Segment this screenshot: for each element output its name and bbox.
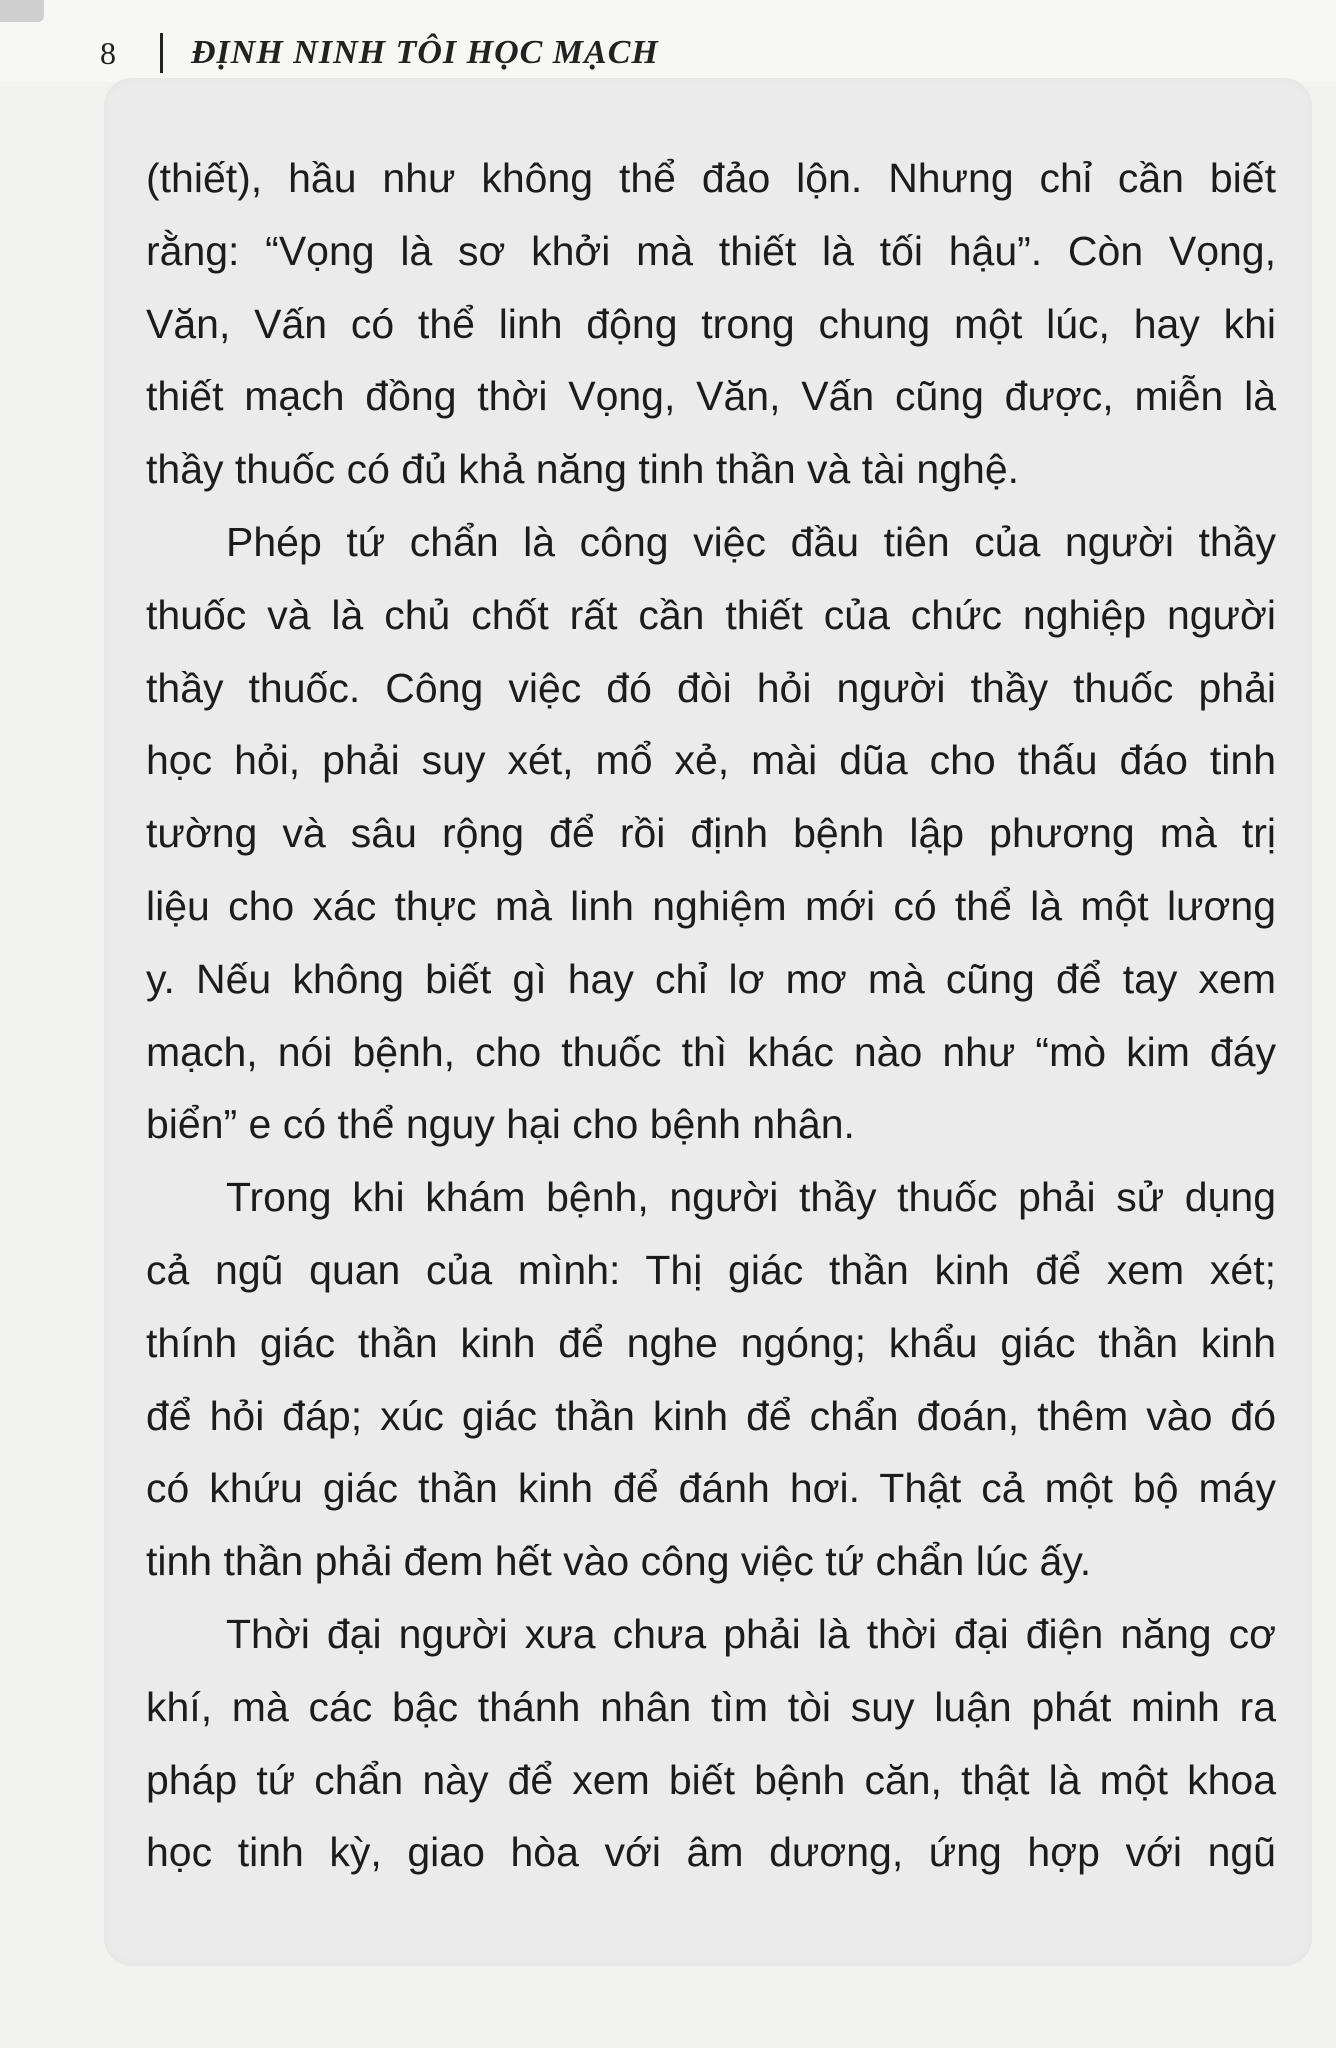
text-line: học tinh kỳ, giao hòa với âm dương, ứng hợp với ngũ <box>146 1829 1276 1876</box>
text-line: học hỏi, phải suy xét, mổ xẻ, mài dũa cho thấu đáo tinh <box>146 737 1276 784</box>
text-line: rằng: “Vọng là sơ khởi mà thiết là tối hậu”. Còn Vọng, <box>146 227 1276 274</box>
body-text <box>146 142 1276 1889</box>
text-line: thính giác thần kinh để nghe ngóng; khẩu giác thần kinh <box>146 1319 1276 1366</box>
header-divider <box>160 33 163 73</box>
text-line: tinh thần phải đem hết vào công việc tứ chẩn lúc ấy. <box>146 1538 1092 1585</box>
text-line: Văn, Vấn có thể linh động trong chung một lúc, hay khi <box>146 300 1276 347</box>
running-head <box>100 28 659 78</box>
text-line: y. Nếu không biết gì hay chỉ lơ mơ mà cũng để tay xem <box>146 955 1276 1002</box>
text-line: tường và sâu rộng để rồi định bệnh lập phương mà trị <box>146 810 1276 857</box>
text-line: thầy thuốc. Công việc đó đòi hỏi người thầy thuốc phải <box>146 664 1276 711</box>
text-line: cả ngũ quan của mình: Thị giác thần kinh để xem xét; <box>146 1246 1276 1293</box>
text-line: thiết mạch đồng thời Vọng, Văn, Vấn cũng được, miễn là <box>146 373 1276 420</box>
text-line: có khứu giác thần kinh để đánh hơi. Thật cả một bộ máy <box>146 1465 1276 1512</box>
text-line: biển” e có thể nguy hại cho bệnh nhân. <box>146 1101 855 1148</box>
text-line: mạch, nói bệnh, cho thuốc thì khác nào như “mò kim đáy <box>146 1028 1276 1075</box>
text-line: thuốc và là chủ chốt rất cần thiết của chức nghiệp người <box>146 591 1276 638</box>
text-line: Phép tứ chẩn là công việc đầu tiên của người thầy <box>226 518 1276 565</box>
text-line: pháp tứ chẩn này để xem biết bệnh căn, thật là một khoa <box>146 1756 1276 1803</box>
text-line: liệu cho xác thực mà linh nghiệm mới có thể là một lương <box>146 882 1276 929</box>
corner-tab <box>0 0 44 22</box>
text-line: để hỏi đáp; xúc giác thần kinh để chẩn đoán, thêm vào đó <box>146 1392 1276 1439</box>
book-title: ĐỊNH NINH TÔI HỌC MẠCH <box>191 34 659 71</box>
text-line: khí, mà các bậc thánh nhân tìm tòi suy luận phát minh ra <box>146 1683 1276 1730</box>
text-line: Thời đại người xưa chưa phải là thời đại điện năng cơ <box>226 1610 1276 1657</box>
text-line: thầy thuốc có đủ khả năng tinh thần và tài nghệ. <box>146 446 1020 493</box>
text-line: Trong khi khám bệnh, người thầy thuốc phải sử dụng <box>226 1174 1276 1221</box>
page-number: 8 <box>100 34 116 71</box>
text-line: (thiết), hầu như không thể đảo lộn. Nhưng chỉ cần biết <box>146 155 1276 201</box>
